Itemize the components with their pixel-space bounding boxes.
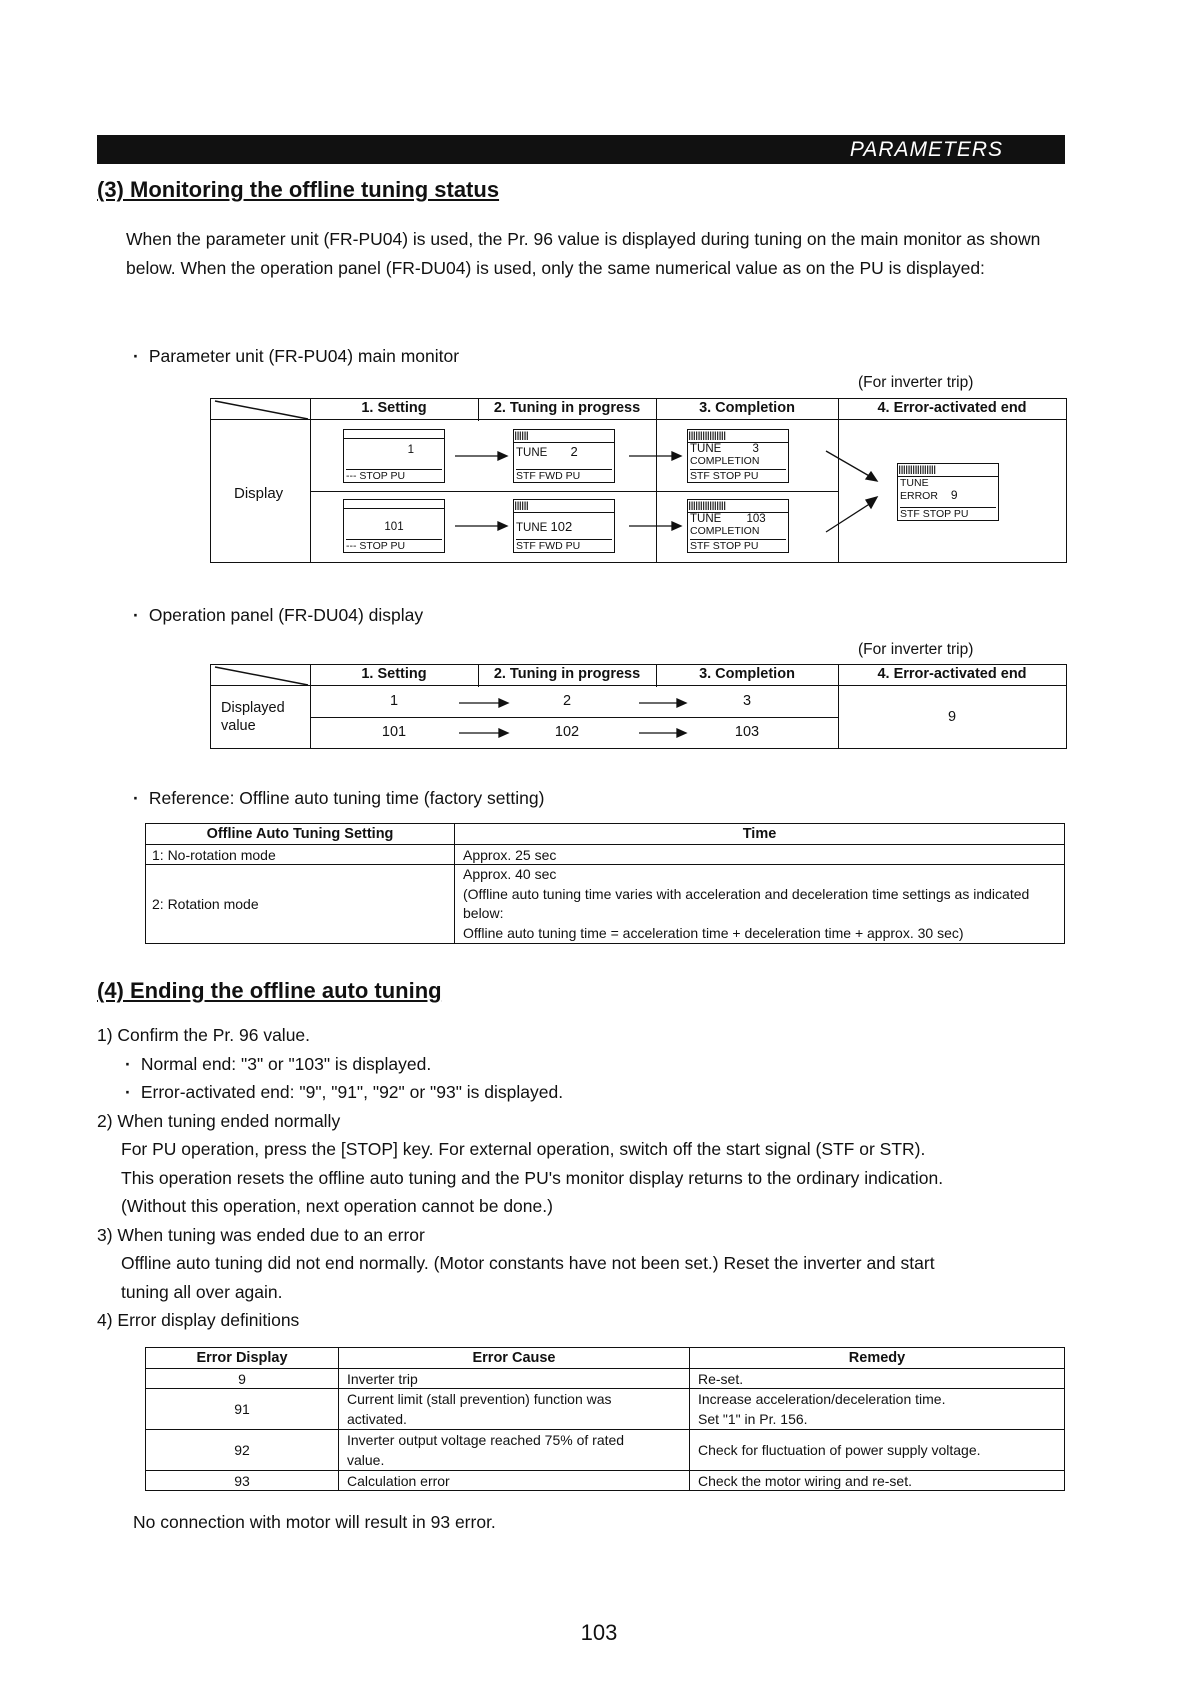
item-1: 1) Confirm the Pr. 96 value. <box>97 1025 311 1045</box>
trip-note-pu: (For inverter trip) <box>858 374 974 391</box>
cell-remedy: Re-set. <box>690 1369 1065 1389</box>
cause-line-1: Inverter output voltage reached 75% of rated <box>347 1432 625 1448</box>
page-number: 103 <box>580 1620 618 1645</box>
section-banner <box>97 135 1065 164</box>
displayed-label-line2: value <box>221 718 256 734</box>
cell-cause <box>339 1389 690 1430</box>
lcd-error: ERROR <box>900 490 938 502</box>
lcd-value: 3 <box>752 443 759 455</box>
lcd-status: STF FWD PU <box>516 469 612 482</box>
lcd-value: 2 <box>570 444 578 459</box>
error-table <box>145 1347 1065 1491</box>
ref-bullet: · Reference: Offline auto tuning time (factory setting) <box>133 788 544 809</box>
section-4-title: (4) Ending the offline auto tuning <box>97 978 442 1003</box>
item-2a: For PU operation, press the [STOP] key. For external operation, switch off the start signal (STF or STR). <box>121 1139 926 1159</box>
lcd-bars: IIIIII <box>514 430 614 443</box>
tuning-time-table <box>145 823 1065 944</box>
lcd-tune: TUNE <box>900 477 929 489</box>
time-line-2: (Offline auto tuning time varies with acceleration and deceleration time settings as indicated below: <box>463 885 1030 921</box>
lcd-value: 102 <box>550 519 573 534</box>
lcd-status: --- STOP PU <box>346 469 442 482</box>
section-3-intro: When the parameter unit (FR-PU04) is used, the Pr. 96 value is displayed during tuning on the main monitor as shown below. When the operation panel (FR-DU04) is used, only the same numerical value as on the PU is displayed: <box>126 229 1041 278</box>
item-3b: tuning all over again. <box>121 1281 283 1302</box>
cause-line-2: activated. <box>347 1411 407 1427</box>
cell-cause: Calculation error <box>339 1471 690 1491</box>
remedy-line-2: Set "1" in Pr. 156. <box>698 1411 808 1427</box>
error-note: No connection with motor will result in 93 error. <box>133 1512 496 1532</box>
pu-bullet: · Parameter unit (FR-PU04) main monitor <box>133 346 459 367</box>
cause-line-2: value. <box>347 1452 385 1468</box>
col-setting: 1. Setting <box>361 666 427 682</box>
lcd-value: 103 <box>746 513 766 525</box>
banner-title: PARAMETERS <box>849 138 1003 161</box>
du-tuning-102: 102 <box>554 724 580 740</box>
du-setting-1: 1 <box>389 693 399 709</box>
cell-code: 91 <box>146 1389 339 1430</box>
flow-arrows <box>211 399 1066 562</box>
du-completion-103: 103 <box>734 724 760 740</box>
item-2c: (Without this operation, next operation cannot be done.) <box>121 1196 553 1216</box>
section-4-list <box>97 1021 1077 1335</box>
cell-remedy: Check for fluctuation of power supply voltage. <box>690 1430 1065 1471</box>
section-3-title: (3) Monitoring the offline tuning status <box>97 177 500 202</box>
lcd-tune: TUNE <box>690 513 722 525</box>
cell-code: 93 <box>146 1471 339 1491</box>
lcd-status: STF FWD PU <box>516 539 612 552</box>
cause-line-1: Current limit (stall prevention) function was <box>347 1391 612 1407</box>
col-completion: 3. Completion <box>699 666 795 682</box>
table-row <box>146 1471 1065 1491</box>
item-1a: · Normal end: "3" or "103" is displayed. <box>97 1050 1077 1079</box>
item-2b: This operation resets the offline auto tuning and the PU's monitor display returns to the ordinary indication. <box>121 1167 944 1188</box>
pu-monitor-table <box>210 398 1067 563</box>
lcd-value: 1 <box>407 444 414 456</box>
time-line-1: Approx. 40 sec <box>463 866 557 882</box>
cell-time <box>455 865 1065 944</box>
lcd-status: STF STOP PU <box>690 469 786 482</box>
th-time: Time <box>455 824 1065 845</box>
du-bullet: · Operation panel (FR-DU04) display <box>133 605 423 626</box>
cell-cause <box>339 1430 690 1471</box>
item-3: 3) When tuning was ended due to an error <box>97 1224 425 1245</box>
time-line-3: Offline auto tuning time = acceleration time + deceleration time + approx. 30 sec) <box>463 924 964 941</box>
item-4: 4) Error display definitions <box>97 1310 300 1330</box>
th-setting: Offline Auto Tuning Setting <box>146 824 455 845</box>
col-completion: 3. Completion <box>699 400 795 416</box>
lcd-tune: TUNE <box>516 447 548 459</box>
lcd-value: 9 <box>950 488 958 502</box>
lcd-bars: IIIIIIIIIIIIIIII <box>688 430 788 443</box>
lcd-bars: IIIIIIIIIIIIIIII <box>688 500 788 513</box>
du-error-9: 9 <box>947 709 957 725</box>
du-completion-3: 3 <box>742 693 752 709</box>
remedy-line-1: Increase acceleration/deceleration time. <box>698 1391 946 1407</box>
lcd-status: STF STOP PU <box>900 507 996 520</box>
lcd-bars: IIIIIIIIIIIIIIII <box>898 464 998 477</box>
table-row <box>146 865 1065 944</box>
cell-time: Approx. 25 sec <box>455 845 1065 865</box>
du-display-table <box>210 664 1067 749</box>
col-setting: 1. Setting <box>361 400 427 416</box>
lcd-status: --- STOP PU <box>346 539 442 552</box>
th-remedy: Remedy <box>690 1348 1065 1369</box>
lcd-bars: IIIIII <box>514 500 614 513</box>
lcd-tune: TUNE <box>690 443 722 455</box>
cell-remedy <box>690 1389 1065 1430</box>
table-row <box>146 1369 1065 1389</box>
du-tuning-2: 2 <box>562 693 572 709</box>
lcd-completion: COMPLETION <box>690 525 760 537</box>
item-1b: · Error-activated end: "9", "91", "92" or "93" is displayed. <box>97 1078 1077 1107</box>
table-row <box>146 845 1065 865</box>
col-tuning: 2. Tuning in progress <box>493 400 641 416</box>
cell-remedy: Check the motor wiring and re-set. <box>690 1471 1065 1491</box>
cell-code: 9 <box>146 1369 339 1389</box>
th-error-display: Error Display <box>146 1348 339 1369</box>
lcd-tune: TUNE <box>516 522 548 534</box>
cell-cause: Inverter trip <box>339 1369 690 1389</box>
item-2: 2) When tuning ended normally <box>97 1110 341 1131</box>
lcd-status: STF STOP PU <box>690 539 786 552</box>
cell-code: 92 <box>146 1430 339 1471</box>
th-error-cause: Error Cause <box>339 1348 690 1369</box>
table-row <box>146 1430 1065 1471</box>
col-error: 4. Error-activated end <box>877 400 1027 416</box>
col-tuning: 2. Tuning in progress <box>493 666 641 682</box>
displayed-label-line1: Displayed <box>221 700 285 716</box>
cell-setting: 2: Rotation mode <box>146 865 455 944</box>
item-3a: Offline auto tuning did not end normally. (Motor constants have not been set.) Reset the inverter and start <box>121 1253 935 1273</box>
trip-note-du: (For inverter trip) <box>858 641 974 658</box>
cell-setting: 1: No-rotation mode <box>146 845 455 865</box>
du-setting-101: 101 <box>381 724 407 740</box>
display-row-label: Display <box>234 485 284 502</box>
lcd-completion: COMPLETION <box>690 455 760 467</box>
col-error: 4. Error-activated end <box>877 666 1027 682</box>
table-row <box>146 1389 1065 1430</box>
flow-arrows <box>211 665 1066 748</box>
lcd-value: 101 <box>384 521 404 533</box>
